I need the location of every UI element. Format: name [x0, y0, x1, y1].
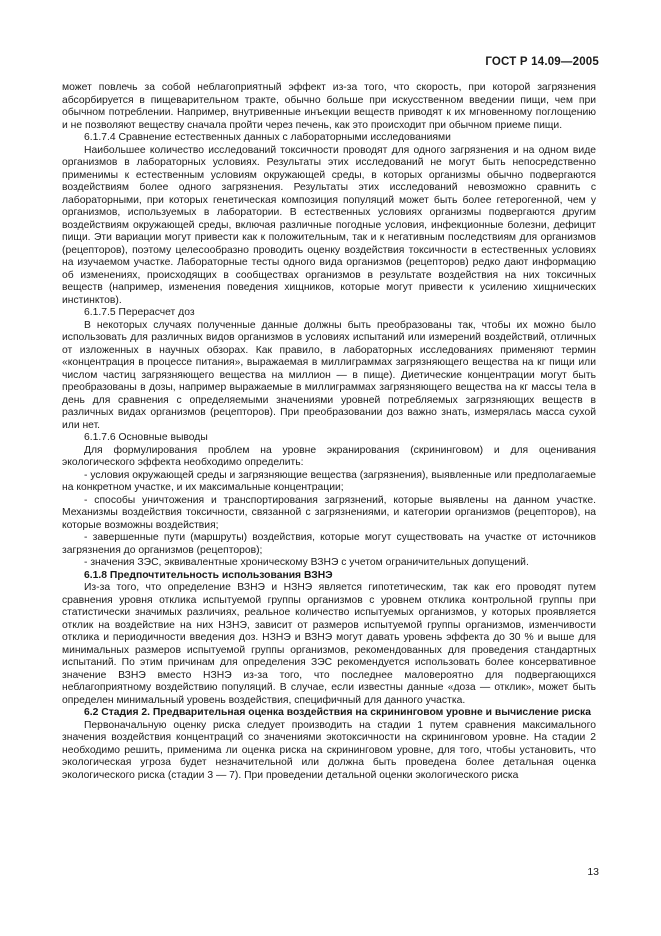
subsection-heading-6-1-7-6: 6.1.7.6 Основные выводы — [84, 432, 208, 443]
section-heading-6-1-8: 6.1.8 Предпочтительность использования ВЗНЭ — [84, 569, 333, 581]
list-item: - завершенные пути (маршруты) воздействия, которые могут существовать на участке от источников загрязнения до организмов (рецепторов); — [62, 532, 596, 556]
paragraph-continuation: может повлечь за собой неблагоприятный эффект из-за того, что скорость, при которой загрязнения абсорбируется в пищеварительном тракте, обычно больше при искусственном введении пищи, чем при обычном потреблении. Например, внутривенные инъекции веществ приводят к их мгновенному поглощению и не позволяют веществу сначала пройти через печень, как это происходит при обычном приеме пищи. — [62, 82, 596, 131]
document-code-header: ГОСТ Р 14.09—2005 — [485, 56, 599, 68]
list-item: - способы уничтожения и транспортирования загрязнений, которые выявлены на данном участке. Механизмы воздействия токсичности, связанной с загрязнениями, и категории организмов (рецепторов), на которые возможны воздействия; — [62, 494, 596, 531]
subsection-heading-6-1-7-4: 6.1.7.4 Сравнение естественных данных с лабораторными исследованиями — [84, 132, 451, 143]
section-heading-6-2: 6.2 Стадия 2. Предварительная оценка воздействия на скрининговом уровне и вычисление риска — [84, 707, 591, 718]
paragraph-lab-comparison: Наибольшее количество исследований токсичности проводят для одного загрязнения и на одном виде организмов в лабораторных условиях. Результаты этих исследований не могут быть непосредственно применимы к естественным условиям окружающей среды, в которых организмы обычно подвергаются воздействиям более одного загрязнения. Результаты этих исследований невозможно сравнить с лабораторными, при которых генетическая композиция популяций может быть более гетерогенной, чем у организмов, используемых в лаборатории. В естественных условиях организмы подвергаются другим воздействиям окружающей среды, включая различные погодные условия, инфекционные болезни, дефицит пищи. Эти вариации могут привести как к положительным, так и к негативным последствиям для организмов (рецепторов), поэтому целесообразно проводить оценку воздействия токсичности в естественных условиях на изучаемом участке. Лабораторные тесты одного вида организмов (рецепторов) редко дают информацию об изменениях, происходящих в сообществах организмов в результате воздействия на них токсичных веществ (например, изменения поведения хищников, которые могут привести к усилению хищнических инстинктов). — [62, 144, 596, 306]
list-item: - значения ЗЭС, эквивалентные хроническому ВЗНЭ с учетом ограничительных допущений. — [84, 557, 529, 568]
subsection-heading-6-1-7-5: 6.1.7.5 Перерасчет доз — [84, 307, 195, 318]
page-number: 13 — [587, 866, 599, 878]
document-body — [62, 82, 596, 782]
paragraph-dose-conversion: В некоторых случаях полученные данные должны быть преобразованы так, чтобы их можно было использовать для различных видов организмов в условиях испытаний или измерений воздействий, отличных от изложенных в научных обзорах. Как правило, в лабораторных исследованиях применяют термин «концентрация в процессе питания», выражаемая в миллиграммах загрязняющего вещества на кг пищи или числом частиц загрязняющего вещества на миллион — в пище). Диетические концентрации могут быть преобразованы в дозы, например выражаемые в миллиграммах загрязняющего вещества на кг массы тела в день для сравнения с определяемыми значениями уровней потребляемых загрязняющих веществ в различных видах организмов (рецепторов). При преобразовании доз важно знать, измерялась масса сухой или нет. — [62, 319, 596, 431]
paragraph-vzne-preference: Из-за того, что определение ВЗНЭ и НЗНЭ является гипотетическим, так как его проводят путем сравнения уровня отклика испытуемой группы организмов с уровнем отклика контрольной группы при статистически значимых различиях, реальное количество испытуемых организмов, у которых проявляется отклик на воздействие на них НЗНЭ, зависит от размеров испытуемой группы организмов, изменчивости отклика и периодичности введения доз. НЗНЭ и ВЗНЭ могут давать уровень эффекта до 30 % и выше для минимальных размеров испытуемой группы организмов, рекомендованных для проведения стандартных испытаний. По этим причинам для определения ЗЭС рекомендуется использовать более консервативное значение ВЗНЭ вместо НЗНЭ из-за того, что последнее маловероятно для подвергающихся неблагоприятному воздействию популяций. В случае, если известны данные «доза — отклик», может быть определен минимальный уровень воздействия, специфичный для данного участка. — [62, 582, 596, 706]
list-item: - условия окружающей среды и загрязняющие вещества (загрязнения), выявленные или предполагаемые на конкретном участке, и их максимальные концентрации; — [62, 469, 596, 493]
paragraph-conclusions-intro: Для формулирования проблем на уровне экранирования (скрининговом) и для оценивания экологического эффекта необходимо определить: — [62, 444, 596, 468]
paragraph-stage-2: Первоначальную оценку риска следует производить на стадии 1 путем сравнения максимального значения воздействия концентраций со значениями экотоксичности на скрининговом уровне. На стадии 2 необходимо решить, применима ли оценка риска на скрининговом уровне, для того, чтобы установить, что экологическая угроза будет незначительной или должна быть проведена более детальная оценка экологического риска (стадии 3 — 7). При проведении детальной оценки экологического риска — [62, 719, 596, 781]
